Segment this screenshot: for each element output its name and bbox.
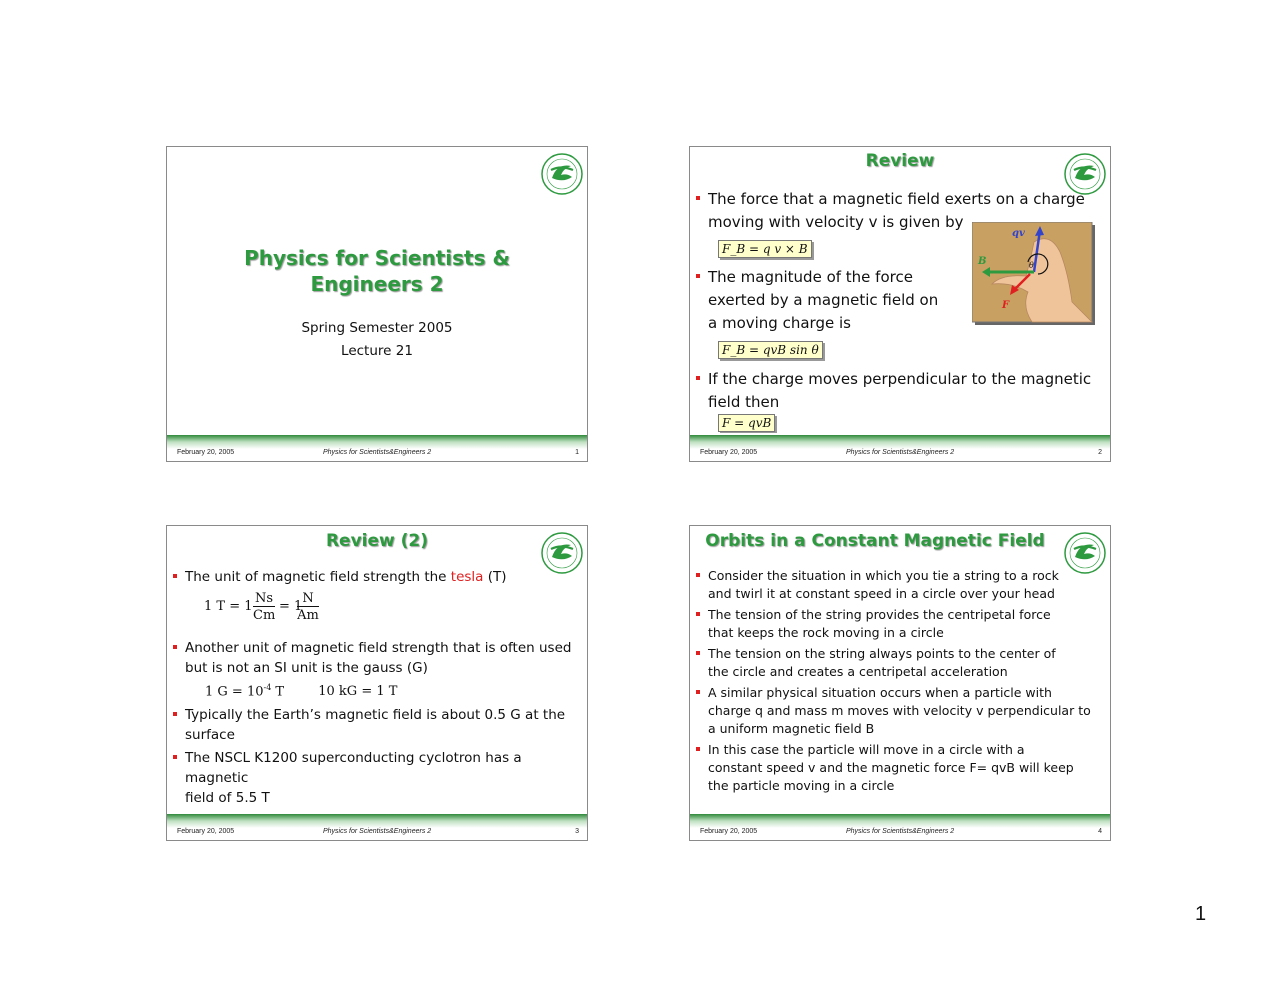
slide-title: Review xyxy=(865,151,935,171)
footer-course: Physics for Scientists&Engineers 2 xyxy=(846,449,955,456)
slide-title xyxy=(167,245,587,297)
slide-number: 1 xyxy=(575,449,579,456)
semester-text: Spring Semester 2005 xyxy=(301,320,453,336)
f-label: F xyxy=(1002,300,1010,311)
tesla-term: tesla xyxy=(450,569,484,585)
magnitude-equation: F_B = qvB sin θ xyxy=(718,339,823,359)
lecture-text: Lecture 21 xyxy=(341,343,413,359)
title-line-2: Engineers 2 xyxy=(310,272,444,296)
list-item: A similar physical situation occurs when a particle with charge q and mass m moves with velocity v perpendicular to a uniform magnetic field B xyxy=(690,684,1110,738)
gauss-equation: 1 $G = 10^{-4}$ T 10 kG = 1 T xyxy=(205,683,398,700)
bullet-list xyxy=(690,266,970,335)
list-item: The tension of the string provides the centripetal force that keeps the rock moving in a circle xyxy=(690,606,1110,642)
footer-course: Physics for Scientists&Engineers 2 xyxy=(323,828,432,835)
footer-date: February 20, 2005 xyxy=(177,828,235,835)
slide-number: 2 xyxy=(1098,449,1102,456)
slide-footer xyxy=(167,812,587,840)
list-item: The magnitude of the force exerted by a magnetic field on a moving charge is xyxy=(690,266,970,335)
list-item: In this case the particle will move in a circle with a constant speed v and the magnetic force F= qvB will keep the particle moving in a circle xyxy=(690,741,1110,795)
footer-date: February 20, 2005 xyxy=(700,449,758,456)
list-item: The tension on the string always points to the center of the circle and creates a centripetal acceleration xyxy=(690,645,1110,681)
footer-date: February 20, 2005 xyxy=(177,449,235,456)
slide-number: 4 xyxy=(1098,828,1102,835)
list-item: The NSCL K1200 superconducting cyclotron has a magnetic field of 5.5 T xyxy=(167,748,587,808)
list-item: Typically the Earth’s magnetic field is about 0.5 G at the surface xyxy=(167,705,587,745)
b-label: B xyxy=(978,256,987,267)
university-logo-icon xyxy=(541,153,583,195)
theta-label: θ xyxy=(1029,261,1034,270)
slide-1 xyxy=(166,146,588,462)
right-hand-rule-figure xyxy=(972,222,1098,327)
slide-title: Orbits in a Constant Magnetic Field xyxy=(705,531,1045,551)
list-item: Another unit of magnetic field strength that is often used but is not an SI unit is the gauss (G) xyxy=(167,638,587,678)
slide-footer xyxy=(167,433,587,461)
bullet-list xyxy=(167,638,587,678)
slide-4 xyxy=(689,525,1111,841)
footer-date: February 20, 2005 xyxy=(700,828,758,835)
list-item: Consider the situation in which you tie a string to a rock and twirl it at constant speed in a circle over your head xyxy=(690,567,1110,603)
page-number: 1 xyxy=(1195,903,1207,925)
bullet-list xyxy=(167,705,587,808)
list-item: If the charge moves perpendicular to the magnetic field then xyxy=(690,368,1110,414)
bullet-list xyxy=(167,567,587,587)
slide-title: Review (2) xyxy=(325,531,429,551)
slide-2 xyxy=(689,146,1111,462)
slide-subtitle xyxy=(167,317,587,363)
bullet-list xyxy=(690,567,1110,795)
slide-footer xyxy=(690,812,1110,840)
perpendicular-equation: F = qvB xyxy=(718,412,775,432)
title-line-1: Physics for Scientists & xyxy=(244,246,510,270)
slide-number: 3 xyxy=(575,828,579,835)
list-item: The unit of magnetic field strength the tesla (T) xyxy=(167,567,587,587)
slide-3: Review (2) The unit of magnetic field strength the tesla (T) 1 T = 1 Ns Cm = 1 N Am Another unit of magnetic field strength that is often used but is not an SI unit is the gauss (G) 1 $G = 10^{-4}$ T 10 kG = 1 T Typically the Earth’s magnetic field is about 0.5 G at the surface The NSCL K1200 superconducting cyclotron has a magnetic field of 5.5 T February 20, 2005 Physics for Scientists&Engineers 2 3 xyxy=(166,525,588,841)
footer-course: Physics for Scientists&Engineers 2 xyxy=(846,828,955,835)
qv-label: qv xyxy=(1012,228,1025,239)
bullet-list xyxy=(690,368,1110,414)
list-item: The force that a magnetic field exerts on a charge moving with velocity v is given by xyxy=(690,188,1110,234)
footer-course: Physics for Scientists&Engineers 2 xyxy=(323,449,432,456)
force-equation: F_B = q v × B xyxy=(718,238,812,258)
slide-footer xyxy=(690,433,1110,461)
